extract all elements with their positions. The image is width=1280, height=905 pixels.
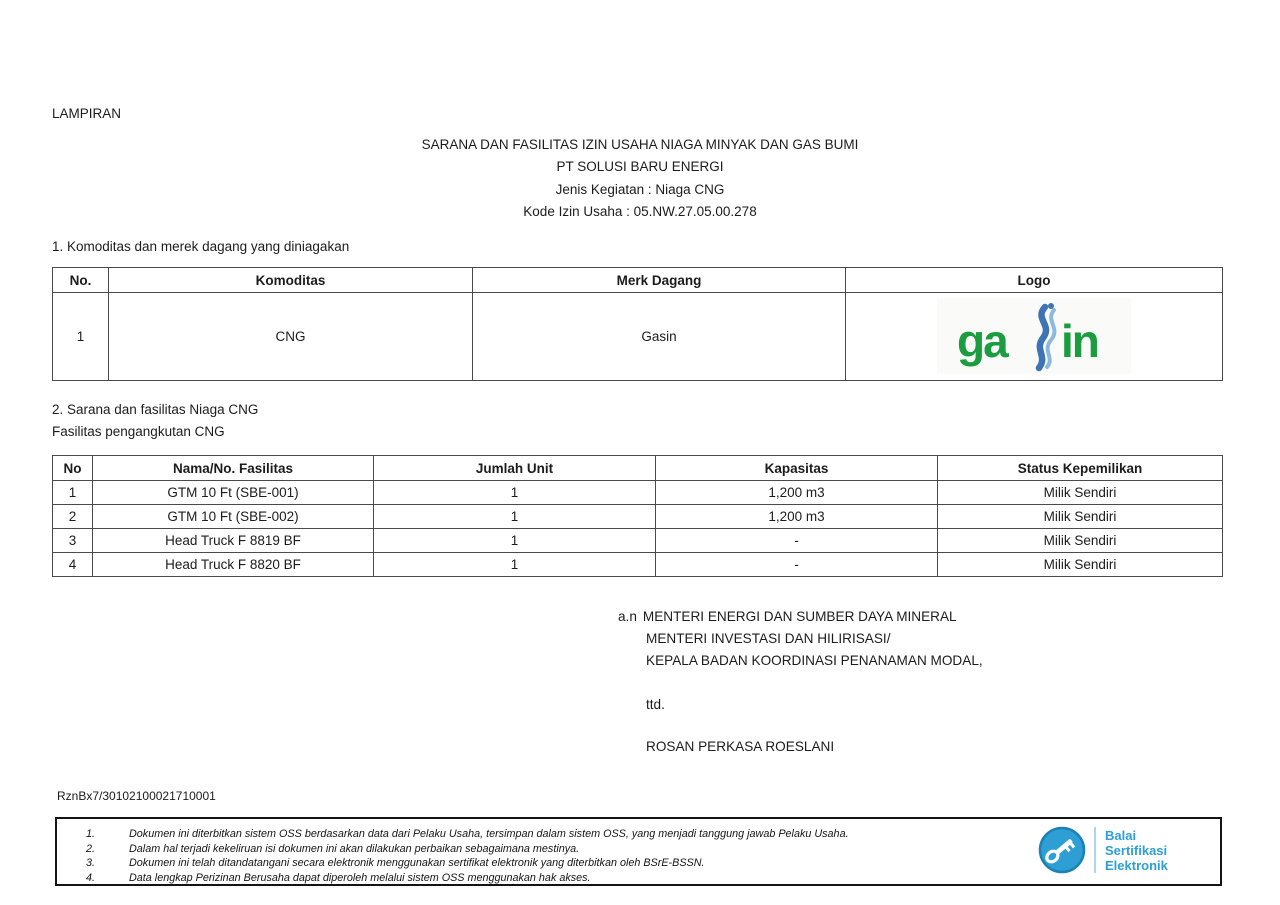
header-kapasitas: Kapasitas [656,456,938,481]
header-nama-fasilitas: Nama/No. Fasilitas [93,456,374,481]
bsre-line-1: Balai [1105,827,1137,843]
note-text: Dokumen ini telah ditandatangani secara elektronik menggunakan sertifikat elektronik yang diterbitkan oleh BSrE-BSSN. [129,857,705,870]
cell-no: 3 [53,529,93,553]
cell-jumlah: 1 [374,529,656,553]
cell-jumlah: 1 [374,481,656,505]
document-code: RznBx7/30102100021710001 [57,789,216,803]
note-number: 1. [86,828,96,840]
title-line-2: PT SOLUSI BARU ENERGI [556,159,724,175]
cell-kapasitas: 1,200 m3 [656,481,938,505]
signature-block [618,606,983,758]
section1-heading: 1. Komoditas dan merek dagang yang diniagakan [52,239,350,254]
cell-jumlah: 1 [374,553,656,577]
header-no: No [53,456,93,481]
cell-nama: GTM 10 Ft (SBE-001) [93,481,374,505]
note-number: 2. [86,842,96,855]
signature-an-prefix: a.n [618,609,637,624]
bsre-wordmark [1105,828,1168,873]
footer-note [57,856,1057,871]
cell-kapasitas: - [656,553,938,577]
header-komoditas: Komoditas [109,268,473,293]
section2-heading: 2. Sarana dan fasilitas Niaga CNG [52,402,259,417]
cell-jumlah: 1 [374,505,656,529]
cell-status: Milik Sendiri [938,529,1223,553]
fasilitas-table [52,455,1223,577]
cell-nama: GTM 10 Ft (SBE-002) [93,505,374,529]
table-header-row [53,268,1223,293]
signature-authority-1: MENTERI ENERGI DAN SUMBER DAYA MINERAL [642,609,957,624]
signature-authority-2: MENTERI INVESTASI DAN HILIRISASI/ [646,631,891,646]
footer-note [57,871,1057,886]
cell-merk-dagang: Gasin [473,293,846,381]
footer-note [57,842,1057,857]
signature-authority-3: KEPALA BADAN KOORDINASI PENANAMAN MODAL, [646,653,983,668]
header-status-kepemilikan: Status Kepemilikan [938,456,1223,481]
note-text: Dalam hal terjadi kekeliruan isi dokumen ini akan dilakukan perbaikan sebagaimana mestinya. [129,842,580,855]
footer-notes [57,827,1057,885]
note-number: 3. [86,857,96,870]
footer-disclaimer-box [55,817,1222,886]
table-row [53,293,1223,381]
document-title-block [0,134,1280,224]
bsre-line-2: Sertifikasi [1105,842,1168,858]
gasin-logo [937,298,1131,374]
cell-kapasitas: - [656,529,938,553]
footer-note [57,827,1057,842]
cell-nama: Head Truck F 8820 BF [93,553,374,577]
cell-no: 2 [53,505,93,529]
cell-status: Milik Sendiri [938,505,1223,529]
table-row [53,529,1223,553]
cell-status: Milik Sendiri [938,481,1223,505]
cell-no: 1 [53,481,93,505]
section2-subheading: Fasilitas pengangkutan CNG [52,424,225,439]
komoditas-table [52,267,1223,381]
note-number: 4. [86,871,96,884]
signature-ttd: ttd. [646,697,665,712]
bsre-logo [1037,825,1168,875]
svg-text:ga: ga [957,315,1007,367]
cell-nama: Head Truck F 8819 BF [93,529,374,553]
lampiran-label: LAMPIRAN [52,106,122,121]
bsre-line-3: Elektronik [1105,857,1168,873]
note-text: Dokumen ini diterbitkan sistem OSS berdasarkan data dari Pelaku Usaha, tersimpan dalam sistem OSS, yang menjadi tanggung jawab Pelaku Usaha. [129,828,849,840]
cell-status: Milik Sendiri [938,553,1223,577]
header-no: No. [53,268,109,293]
signatory-name: ROSAN PERKASA ROESLANI [646,739,835,754]
table-header-row [53,456,1223,481]
table-row [53,481,1223,505]
header-logo: Logo [846,268,1223,293]
cell-logo [846,293,1223,381]
signature-line-1 [618,606,983,628]
svg-text:in: in [1061,315,1098,367]
cell-kapasitas: 1,200 m3 [656,505,938,529]
note-text: Data lengkap Perizinan Berusaha dapat diperoleh melalui sistem OSS menggunakan hak akses. [129,871,591,884]
header-jumlah-unit: Jumlah Unit [374,456,656,481]
bsre-key-icon [1037,825,1087,875]
cell-komoditas: CNG [109,293,473,381]
header-merk-dagang: Merk Dagang [473,268,846,293]
cell-no: 4 [53,553,93,577]
title-line-4: Kode Izin Usaha : 05.NW.27.05.00.278 [523,204,757,220]
cell-no: 1 [53,293,109,381]
bsre-divider [1094,827,1096,873]
table-row [53,553,1223,577]
table-row [53,505,1223,529]
title-line-3: Jenis Kegiatan : Niaga CNG [555,181,725,197]
title-line-1: SARANA DAN FASILITAS IZIN USAHA NIAGA MINYAK DAN GAS BUMI [421,137,859,152]
